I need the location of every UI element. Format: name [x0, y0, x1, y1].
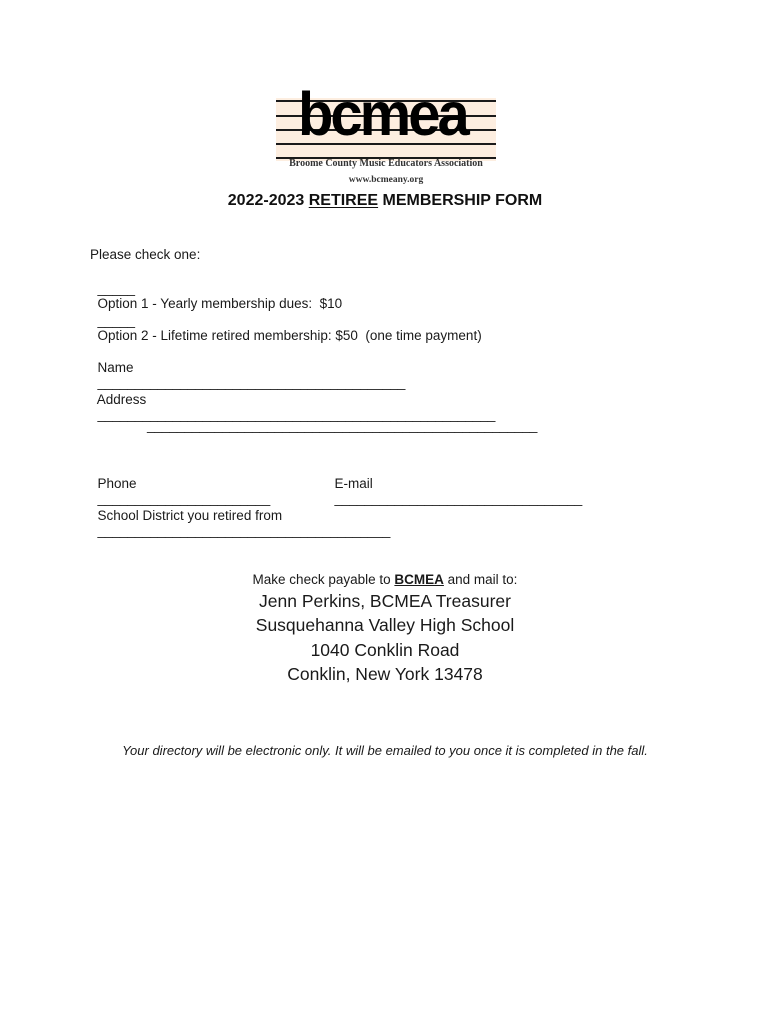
option-1-checkline[interactable]: _____ [97, 281, 136, 296]
mailing-address-line-4: Conklin, New York 13478 [287, 664, 483, 684]
district-input-line[interactable]: _______________________________________ [97, 523, 391, 538]
title-prefix: 2022-2023 [227, 192, 309, 209]
bcmea-logo [276, 80, 496, 161]
payee: BCMEA [394, 572, 444, 587]
phone-label: Phone [97, 476, 137, 491]
directory-note: Your directory will be electronic only. It will be emailed to you once it is completed in the fall. [122, 743, 648, 758]
email-label: E-mail [334, 476, 373, 491]
mailing-address-line-3: 1040 Conklin Road [310, 640, 460, 660]
title-emphasis: RETIREE [308, 192, 379, 209]
mailing-instruction [0, 572, 770, 587]
option-2-checkline[interactable]: _____ [97, 313, 136, 328]
option-2-label: Option 2 - Lifetime retired membership: $50 (one time payment) [97, 328, 482, 343]
logo-subtitle: Broome County Music Educators Association [289, 158, 483, 169]
address-line-2[interactable]: ____________________________________________________ [147, 418, 538, 433]
mailing-address-line-1: Jenn Perkins, BCMEA Treasurer [259, 591, 511, 611]
district-label: School District you retired from [97, 508, 283, 523]
options-prompt: Please check one: [90, 247, 201, 262]
phone-input-line[interactable]: _______________________ [97, 491, 271, 506]
address-input-line[interactable]: _____________________________________________________ [97, 407, 496, 422]
name-label: Name [97, 360, 134, 375]
mailing-prefix: Make check payable to [252, 572, 395, 587]
address-field [90, 377, 495, 422]
form-title [0, 192, 770, 210]
logo-wordmark: bcmea [298, 80, 467, 149]
title-suffix: MEMBERSHIP FORM [378, 192, 543, 209]
name-input-line[interactable]: _________________________________________ [97, 375, 406, 390]
option-1-label: Option 1 - Yearly membership dues: $10 [97, 296, 343, 311]
option-2 [90, 298, 482, 343]
email-input-line[interactable]: _________________________________ [334, 491, 583, 506]
logo-url: www.bcmeany.org [348, 175, 424, 185]
address-label: Address [96, 392, 147, 407]
mailing-suffix: and mail to: [443, 572, 518, 587]
mailing-address-line-2: Susquehanna Valley High School [255, 615, 515, 635]
district-field [90, 493, 390, 538]
